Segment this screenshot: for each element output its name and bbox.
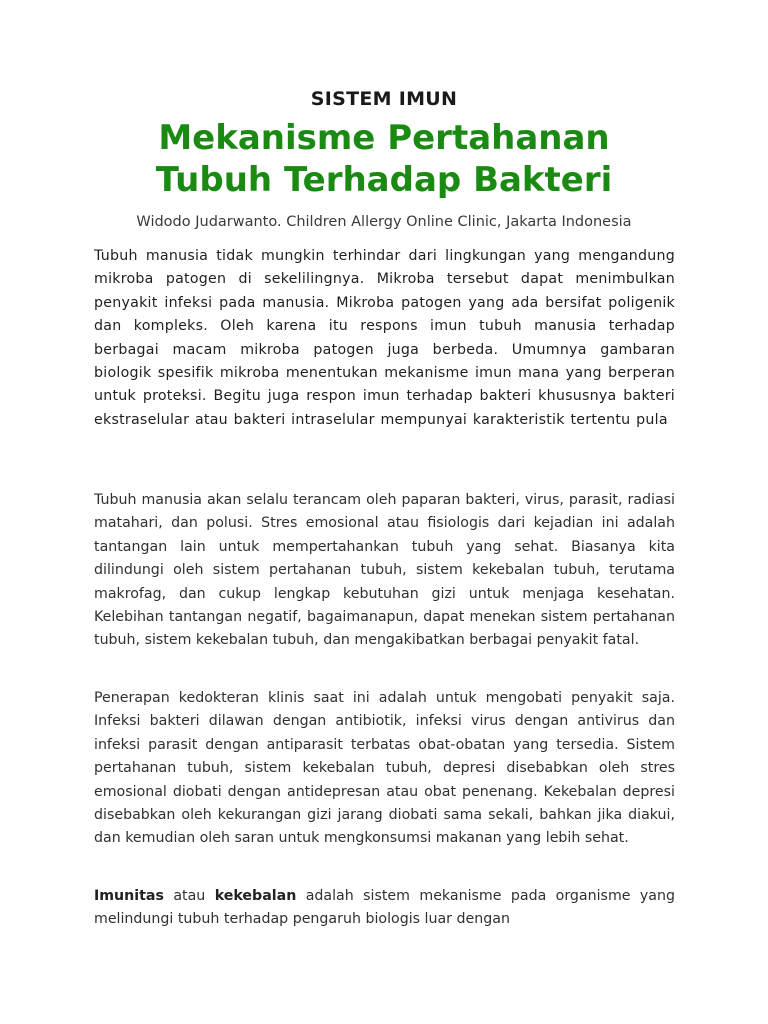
title-line-1: Mekanisme Pertahanan [158,118,610,158]
intro-paragraph: Tubuh manusia tidak mungkin terhindar dari lingkungan yang mengandung mikroba patogen di sekelilingnya. Mikroba tersebut dapat menimbulkan penyakit infeksi pada manusia. Mikroba patogen yang ada bersifat poligenik dan kompleks. Oleh karena itu respons imun tubuh manusia terhadap berbagai macam mikroba patogen juga berbeda. Umumnya gambaran biologik spesifik mikroba menentukan mekanisme imun mana yang berperan untuk proteksi. Begitu juga respon imun terhadap bakteri khususnya bakteri ekstraselular atau bakteri intraselular mempunyai karakteristik tertentu pula [94,248,675,428]
body-paragraph-3 [94,885,675,932]
paragraph-3-text: adalah sistem mekanisme pada organisme yang melindungi tubuh terhadap pengaruh biologis luar dengan [94,888,675,928]
section-label: SISTEM IMUN [310,88,458,110]
author-line: Widodo Judarwanto. Children Allergy Online Clinic, Jakarta Indonesia [136,214,632,230]
term-kekebalan: kekebalan [214,888,297,904]
body-paragraph-1: Tubuh manusia akan selalu terancam oleh paparan bakteri, virus, parasit, radiasi matahari, dan polusi. Stres emosional atau fisiologis dari kejadian ini adalah tantangan lain untuk mempertahankan tubuh yang sehat. Biasanya kita dilindungi oleh sistem pertahanan tubuh, sistem kekebalan tubuh, terutama makrofag, dan cukup lengkap kebutuhan gizi untuk menjaga kesehatan. Kelebihan tantangan negatif, bagaimanapun, dapat menekan sistem pertahanan tubuh, sistem kekebalan tubuh, dan mengakibatkan berbagai penyakit fatal. [94,492,675,649]
page-title [0,117,768,201]
term-connector: atau [163,888,215,904]
term-imunitas: Imunitas [94,888,164,904]
title-line-2: Tubuh Terhadap Bakteri [155,160,613,200]
body-paragraph-2: Penerapan kedokteran klinis saat ini adalah untuk mengobati penyakit saja. Infeksi bakteri dilawan dengan antibiotik, infeksi virus dengan antivirus dan infeksi parasit dengan antiparasit terbatas obat-obatan yang tersedia. Sistem pertahanan tubuh, sistem kekebalan tubuh, depresi disebabkan oleh stres emosional diobati dengan antidepresan atau obat penenang. Kekebalan depresi disebabkan oleh kekurangan gizi jarang diobati sama sekali, bahkan jika diakui, dan kemudian oleh saran untuk mengkonsumsi makanan yang lebih sehat. [94,690,675,847]
